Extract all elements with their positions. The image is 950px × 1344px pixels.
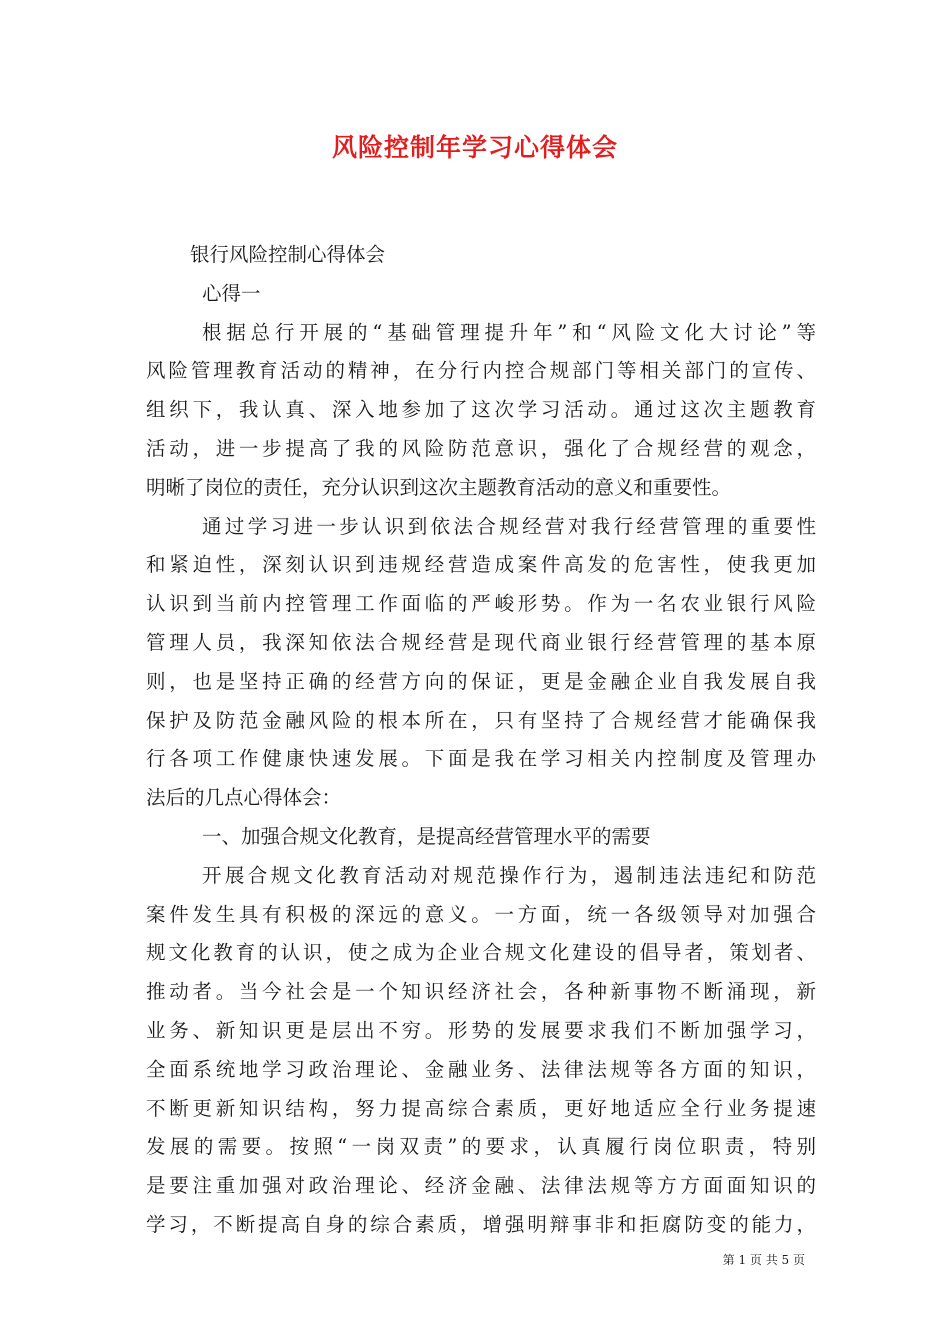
text-line: 风险管理教育活动的精神，在分行内控合规部门等相关部门的宣传、 (146, 359, 816, 383)
text-line: 业务、新知识更是层出不穷。形势的发展要求我们不断加强学习， (146, 1018, 816, 1042)
text-line: 管理人员，我深知依法合规经营是现代商业银行经营管理的基本原 (146, 630, 816, 654)
text-line: 发展的需要。按照“一岗双责”的要求，认真履行岗位职责，特别 (146, 1135, 816, 1159)
text-line: 认识到当前内控管理工作面临的严峻形势。作为一名农业银行风险 (146, 592, 816, 616)
text-line: 明晰了岗位的责任，充分认识到这次主题教育活动的意义和重要性。 (146, 475, 732, 499)
text-line: 不断更新知识结构，努力提高综合素质，更好地适应全行业务提速 (146, 1096, 816, 1120)
text-line: 案件发生具有积极的深远的意义。一方面，统一各级领导对加强合 (146, 902, 816, 926)
document-body (146, 236, 816, 1245)
page-number: 第 1 页 共 5 页 (722, 1253, 805, 1267)
text-line: 和紧迫性，深刻认识到违规经营造成案件高发的危害性，使我更加 (146, 553, 816, 577)
paragraph-3 (146, 857, 816, 1245)
text-line: 法后的几点心得体会： (146, 786, 342, 810)
paragraph-2 (146, 508, 816, 818)
text-line: 规文化教育的认识，使之成为企业合规文化建设的倡导者，策划者、 (146, 941, 816, 965)
text-line: 推动者。当今社会是一个知识经济社会，各种新事物不断涌现，新 (146, 980, 816, 1004)
text-line: 通过学习进一步认识到依法合规经营对我行经营管理的重要性 (202, 514, 816, 538)
section-label-line: 心得一 (202, 281, 261, 305)
paragraph-1 (146, 314, 816, 508)
heading-line: 一、加强合规文化教育，是提高经营管理水平的需要 (202, 824, 651, 848)
subtitle-line: 银行风险控制心得体会 (190, 243, 386, 266)
section-heading-1 (146, 818, 816, 857)
document-title: 风险控制年学习心得体会 (331, 133, 618, 162)
subtitle (146, 236, 816, 275)
text-line: 全面系统地学习政治理论、金融业务、法律法规等各方面的知识， (146, 1057, 816, 1081)
text-line: 开展合规文化教育活动对规范操作行为，遏制违法违纪和防范 (202, 863, 816, 887)
section-label (146, 275, 816, 314)
text-line: 是要注重加强对政治理论、经济金融、法律法规等方方面面知识的 (146, 1174, 816, 1198)
text-line: 保护及防范金融风险的根本所在，只有坚持了合规经营才能确保我 (146, 708, 816, 732)
text-line: 根据总行开展的“基础管理提升年”和“风险文化大讨论”等 (202, 320, 816, 344)
text-line: 行各项工作健康快速发展。下面是我在学习相关内控制度及管理办 (146, 747, 816, 771)
text-line: 组织下，我认真、深入地参加了这次学习活动。通过这次主题教育 (146, 398, 816, 422)
text-line: 则，也是坚持正确的经营方向的保证，更是金融企业自我发展自我 (146, 669, 816, 693)
text-line: 活动，进一步提高了我的风险防范意识，强化了合规经营的观念， (146, 436, 816, 460)
text-line: 学习，不断提高自身的综合素质，增强明辩事非和拒腐防变的能力， (146, 1212, 816, 1236)
